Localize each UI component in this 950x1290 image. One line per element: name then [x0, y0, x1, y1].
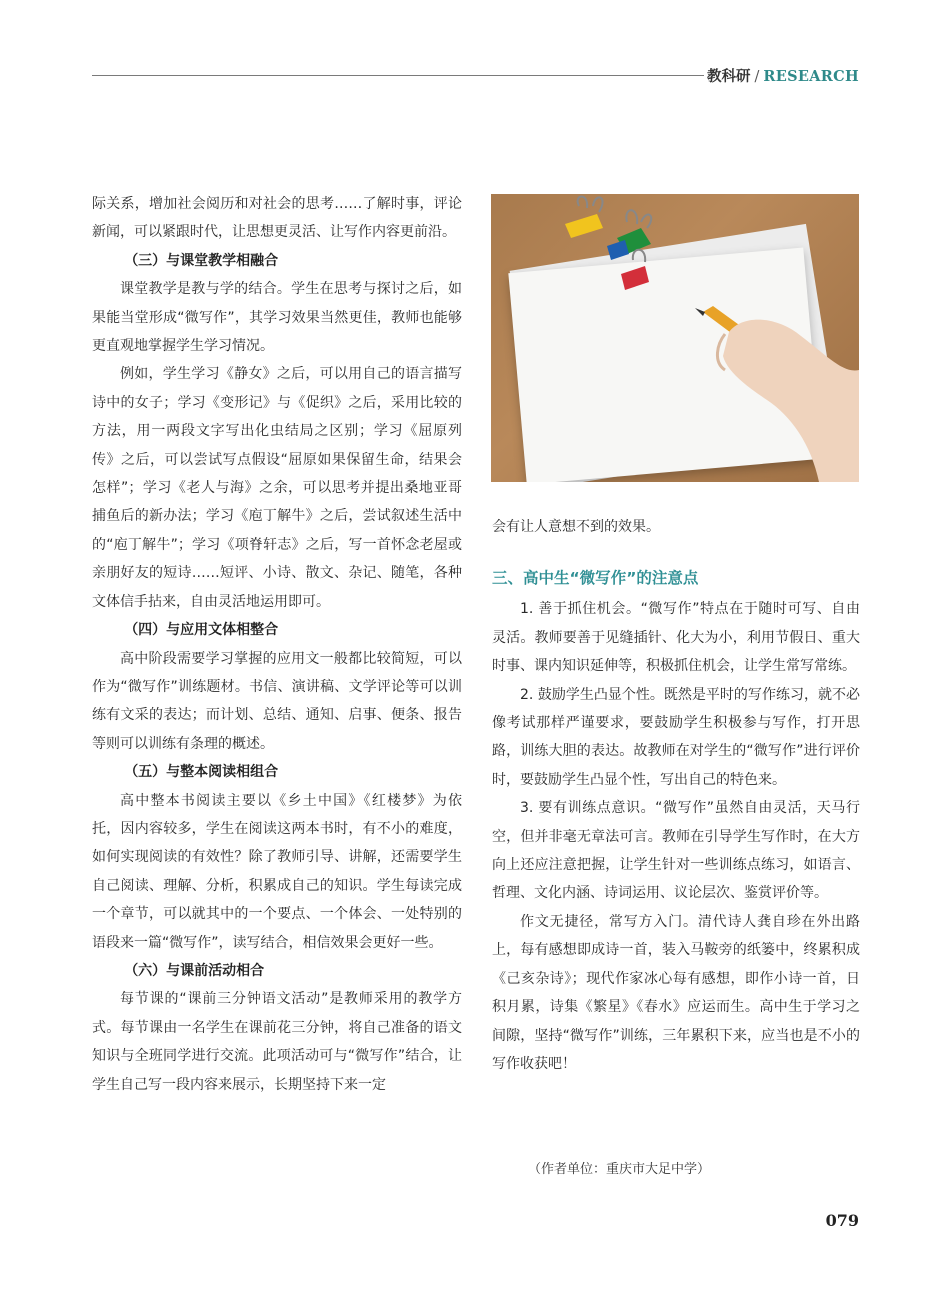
right-column [492, 513, 860, 1078]
paragraph: 课堂教学是教与学的结合。学生在思考与探讨之后，如果能当堂形成“微写作”，其学习效果当然更佳，教师也能够更直观地掌握学生学习情况。 [92, 281, 462, 355]
subheading-classroom: （三）与课堂教学相融合 [124, 252, 279, 269]
paragraph: 例如，学生学习《静女》之后，可以用自己的语言描写诗中的女子；学习《变形记》与《促织》之后，采用比较的方法，用一两段文字写出化虫结局之区别；学习《屈原列传》之后，可以尝试写点假设“屈原如果保留生命，结果会怎样”；学习《老人与海》之余，可以思考并提出桑地亚哥捕鱼后的新办法；学习《庖丁解牛》之后，尝试叙述生活中的“庖丁解牛”；学习《项脊轩志》之后，写一首怀念老屋或亲朋好友的短诗……短评、小诗、散文、杂记、随笔，各种文体信手拈来，自由灵活地运用即可。 [92, 366, 462, 610]
left-column [92, 190, 462, 1099]
paragraph: 3. 要有训练点意识。“微写作”虽然自由灵活，天马行空，但并非毫无章法可言。教师在引导学生写作时，在大方向上还应注意把握，让学生针对一些训练点练习，如语言、哲理、文化内涵、诗词运用、议论层次、鉴赏评价等。 [492, 800, 860, 902]
hand-writing-photo [491, 194, 859, 482]
binder-clip-red-icon [621, 250, 649, 290]
paragraph: 高中整本书阅读主要以《乡土中国》《红楼梦》为依托，因内容较多，学生在阅读这两本书时，有不小的难度，如何实现阅读的有效性？除了教师引导、讲解，还需要学生自己阅读、理解、分析，积累成自己的知识。学生每读完成一个章节，可以就其中的一个要点、一个体会、一处特别的语段来一篇“微写作”，读写结合，相信效果会更好一些。 [92, 792, 462, 951]
header-section-en: RESEARCH [763, 68, 859, 85]
paragraph: 作文无捷径，常写方入门。清代诗人龚自珍在外出路上，每有感想即成诗一首，装入马鞍旁的纸篓中，终累积成《己亥杂诗》；现代作家冰心每有感想，即作小诗一首，日积月累，诗集《繁星》《春水》应运而生。高中生于学习之间隙，坚持“微写作”训练，三年累积下来，应当也是不小的写作收获吧！ [492, 913, 860, 1072]
header-separator: / [754, 69, 760, 85]
page-number: 079 [825, 1211, 859, 1230]
header-section-cn: 教科研 [707, 68, 751, 85]
running-header [707, 65, 859, 86]
author-affiliation: （作者单位：重庆市大足中学） [528, 1162, 711, 1177]
header-rule [92, 75, 704, 76]
subheading-pre-class-activity: （六）与课前活动相合 [124, 962, 265, 979]
subheading-applied-writing: （四）与应用文体相整合 [124, 622, 279, 639]
binder-clip-yellow-icon [565, 197, 603, 239]
photo-illustration [491, 194, 859, 482]
binder-clip-blue-icon [607, 240, 629, 260]
paragraph: 1. 善于抓住机会。“微写作”特点在于随时可写、自由灵活。教师要善于见缝插针、化大为小，利用节假日、重大时事、课内知识延伸等，积极抓住机会，让学生常写常练。 [492, 601, 860, 675]
section-heading-attention-points: 三、高中生“微写作”的注意点 [492, 569, 699, 588]
hand-icon [717, 320, 859, 482]
paragraph: 2. 鼓励学生凸显个性。既然是平时的写作练习，就不必像考试那样严谨要求，要鼓励学生积极参与写作，打开思路，训练大胆的表达。故教师在对学生的“微写作”进行评价时，要鼓励学生凸显个性，写出自己的特色来。 [492, 686, 860, 788]
paragraph: 高中阶段需要学习掌握的应用文一般都比较简短，可以作为“微写作”训练题材。书信、演讲稿、文学评论等可以训练有文采的表达；而计划、总结、通知、启事、便条、报告等则可以训练有条理的概述。 [92, 650, 462, 752]
paragraph-continued: 际关系，增加社会阅历和对社会的思考……了解时事，评论新闻，可以紧跟时代，让思想更灵活、让写作内容更前沿。 [92, 196, 462, 241]
paragraph: 每节课的“课前三分钟语文活动”是教师采用的教学方式。每节课由一名学生在课前花三分钟，将自己准备的语文知识与全班同学进行交流。此项活动可与“微写作”结合，让学生自己写一段内容来展示，长期坚持下来一定 [92, 991, 462, 1093]
paragraph-continued: 会有让人意想不到的效果。 [492, 519, 660, 535]
subheading-whole-book-reading: （五）与整本阅读相组合 [124, 764, 279, 781]
